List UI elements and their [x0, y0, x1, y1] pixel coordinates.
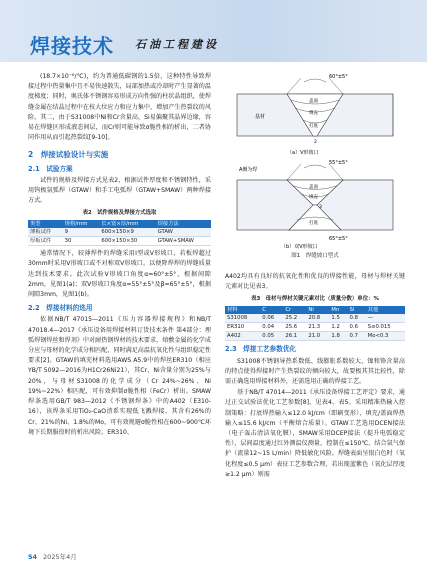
table-cell: 21.0 — [306, 332, 329, 341]
bevel-label: 盖面 — [309, 99, 318, 104]
right-column — [225, 272, 405, 481]
table-row — [225, 332, 405, 341]
paragraph: 试件的规格及焊接方式见表2，根据试件厚度和不锈钢特性，采用钨极氩弧焊（GTAW）和手工电弧焊（GTAW+SMAW）两种焊接方式。 — [28, 176, 211, 205]
paragraph: (18.7×10⁻⁶/℃)，约为普通低碳钢的1.5倍，这种特性导致焊接过程中热量集中且不易快速散失，局部加热或冷却时产生显著的温度梯度；同时，奥氏体不锈钢容易形成方向性强的柱状晶组织，使焊缝金属在结晶过程中在枝大位应力和应力集中，增加产生热裂纹的风险。其二，由于S31008中Ni和Cr含量高，Si易偏聚其晶界边缘，容易在焊缝区形成液态间层，而Cr则可能导致σ脆性相的析出，二者协同作用从而引起热裂纹[9-10]。 — [28, 73, 211, 142]
table-cell: GTAW — [156, 228, 211, 237]
table-row — [28, 228, 211, 237]
section-title: 焊接技术 — [30, 34, 114, 58]
table-cell: 0.7 — [348, 332, 366, 341]
table-cell: 0.6 — [348, 323, 366, 332]
issue-date: 2025年4月 — [43, 553, 77, 561]
bevel-label: 盖面 — [309, 185, 318, 190]
table-header: 规格/mm — [63, 220, 100, 228]
paragraph: 依据NB/T 47015—2011《压力容器焊接规程》和NB/T 47018.4—2017《承压设备用焊接材料订货技术条件 第4部分：埋弧焊钢焊丝和焊剂》中对耐热钢焊材的技术要求，熔敷金属的化学成分应与母材的化学成分相匹配，同时满足高温抗氧化性与组织稳定性要求[2]。GTAW的填充材料选用AWS A5.9中的焊丝ER310（相应YB/T 5092—2016为H1Cr26Ni21），其Cr、Ni含量分别为25%与20%，与母材S31008的化学成分（Cr 24%~26%、Ni 19%~22%）相匹配，可有效抑制σ脆性相（FeCr）析出。SMAW焊条选用GB/T 983—2012《不锈钢焊条》中的A402（E310-16），该焊条采用TiO₂-CaO渣系实现低飞溅焊接，其含有26%的Cr、21%的Ni、1.8%的Mo，可有效规避σ脆性相在600~900℃环境下长期服役时的析出风险。ER310、 — [28, 316, 211, 436]
table-header: 材料 — [225, 306, 260, 314]
table-cell: Mo<0.3 — [366, 332, 405, 341]
table-cell: GTAW+SMAW — [156, 237, 211, 246]
table-cell: S≤0.015 — [366, 323, 405, 332]
gap-label: 2 — [314, 140, 317, 145]
sub-caption: （a）V形坡口 — [287, 150, 319, 156]
table-header: 类型 — [28, 220, 63, 228]
left-column — [28, 72, 211, 439]
table-cell: ER310 — [225, 323, 260, 332]
table-cell: 0.05 — [260, 332, 283, 341]
table-header: Ni — [306, 306, 329, 314]
table-header: 其他 — [366, 306, 405, 314]
subsection-heading: 2.1 试验方案 — [28, 164, 73, 173]
angle-bottom-label: 65°±5° — [329, 236, 348, 242]
angle-label: 60°±5° — [329, 74, 348, 80]
page-number: 54 — [28, 553, 38, 561]
figure-caption: 图1 焊缝坡口型式 — [291, 253, 339, 259]
table-header: Cr — [283, 306, 306, 314]
fill-label: 填充 — [309, 195, 318, 200]
double-v-groove-diagram — [237, 160, 393, 250]
groove-diagram — [225, 72, 405, 250]
table-cell: 30 — [63, 237, 100, 246]
section-heading: 2 焊接试验设计与实施 — [28, 150, 109, 160]
figure-1 — [225, 72, 405, 258]
table-row — [225, 323, 405, 332]
paragraph: A402均具有良好的抗氧化性和优良的焊接性能，母材与焊材关键元素对比见表3。 — [225, 273, 405, 291]
table-cell: 20.8 — [306, 314, 329, 323]
table-cell: 21.3 — [306, 323, 329, 332]
table-cell: 600×150×9 — [99, 228, 155, 237]
table-header: Si — [348, 306, 366, 314]
table-cell: 1.8 — [329, 332, 347, 341]
table-cell: 25.2 — [283, 314, 306, 323]
table-header: 长×宽×厚/mm — [99, 220, 155, 228]
table-cell: 26.1 — [283, 332, 306, 341]
table-2 — [28, 220, 211, 247]
table-cell: 25.6 — [283, 323, 306, 332]
root-label: 打底 — [309, 221, 318, 226]
table-row — [28, 237, 211, 246]
paragraph: 通常情况下，较薄焊件的焊缝采用I型或V形坡口，若板焊超过30mm时采用V形坡口或不对称双V形坡口。以便降焊焊的焊缝质量达到技术要求。此次试验V形坡口角度α=60°±5°，根据间隙2mm，见图1(a)；双V形坡口角度α=55°±5°及β=65°±5°，根据间隙3mm，见图1(b)。 — [28, 250, 211, 299]
angle-top-label: 55°±5° — [329, 160, 348, 166]
table-cell: A402 — [225, 332, 260, 341]
table-cell: — — [366, 314, 405, 323]
table-header: C — [260, 306, 283, 314]
base-label: 基材 — [255, 114, 266, 120]
table-cell: S31008 — [225, 314, 260, 323]
table-cell: 0.06 — [260, 314, 283, 323]
fill-label: 填充 — [309, 111, 318, 116]
table-caption: 表3 母材与焊材关键元素对比（质量分数）单位：% — [251, 296, 379, 303]
paragraph: 基于NB/T 47014—2011《承压设备焊接工艺评定》要求，通过正交试验法优化工艺参数[8]，见表4、表5。采用精准热输入控制策略：打底焊热输入≤12.0 kJ/cm（即刷变形），填充/盖面焊热输入≤15.6 kJ/cm（平衡熔合质量）。GTAW工艺选用DCEN接法（电子轰击清洁氧化膜），SMAW采用DCEP接法（提升电弧稳定性），层间温度通过红外测温仪测量，控制在≤150℃，结合氩气保护（流量12~15 L/min）降低敏化风险。焊缝表面呈银白色时（氧化程度≤0.5 μm）表征工艺参数合理，若出现蓝紫色（氧化层厚度≥1.2 μm）则需 — [225, 389, 405, 478]
table-header: Mn — [329, 306, 347, 314]
paragraph: S31008不锈钢导热系数低、线膨胀系数较大、镍和铬含量高的特点使得焊接时产生热裂纹的倾向较大，故要极其其比较性，除需正确选用焊接材料外，还需选用正确的焊接工艺。 — [225, 357, 405, 386]
table-cell: 9 — [63, 228, 100, 237]
gap-label: 3 — [319, 205, 322, 210]
table-cell: 1.2 — [329, 323, 347, 332]
sub-caption: （b）双V形坡口 — [281, 244, 318, 250]
table-caption: 表2 试件规格及焊接方式选取 — [82, 210, 157, 217]
table-cell: 1.5 — [329, 314, 347, 323]
page-footer — [28, 552, 77, 561]
v-groove-diagram — [237, 74, 393, 156]
root-label: 打底 — [309, 124, 318, 129]
subsection-heading: 2.3 焊接工艺参数优化 — [225, 345, 297, 354]
table-cell: 厚板试件 — [28, 237, 63, 246]
table-3 — [225, 306, 405, 342]
table-cell: 0.8 — [348, 314, 366, 323]
table-row — [225, 314, 405, 323]
table-header: 焊接方法 — [156, 220, 211, 228]
table-cell: 600×150×30 — [99, 237, 155, 246]
side-a-label: A侧为焊 — [239, 167, 258, 173]
table-cell: 薄板试件 — [28, 228, 63, 237]
journal-name: 石油工程建设 — [135, 38, 219, 51]
subsection-heading: 2.2 焊接材料的选用 — [28, 304, 93, 313]
table-cell: 0.04 — [260, 323, 283, 332]
